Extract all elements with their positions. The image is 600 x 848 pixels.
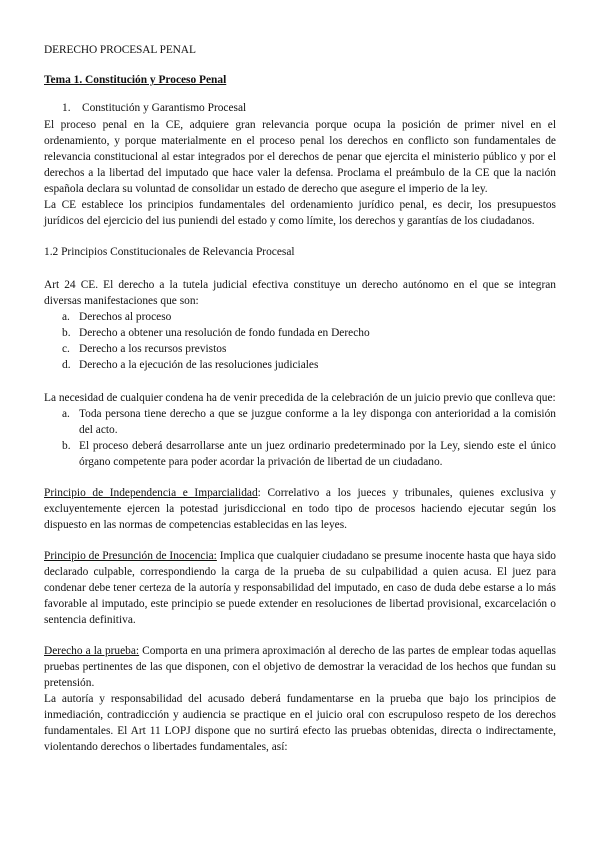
list-tutela-judicial xyxy=(44,309,556,373)
principle-text: : Correlativo a los jueces y tribunales, quienes exclusiva y excluyentemente ejercen la potestad jurisdiccional en todo tipo de procesos haciendo ejecutar según los dispuesto en las normas de competencias establecidas en las leyes. xyxy=(44,487,556,531)
heading-principios-constitucionales: 1.2 Principios Constitucionales de Relevancia Procesal xyxy=(44,246,295,258)
principle-text: Comporta en una primera aproximación al derecho de las partes de emplear todas aquellas pruebas pertinentes de las que disponen, con el objetivo de demostrar la veracidad de los hechos que fundan su pretensión. xyxy=(44,645,556,689)
list-item: a. Toda persona tiene derecho a que se juzgue conforme a la ley disponga con anterioridad a la comisión del acto. xyxy=(62,408,556,436)
list-item: b. El proceso deberá desarrollarse ante un juez ordinario predeterminado por la Ley, siendo este el único órgano competente para poder acordar la privación de libertad de un ciudadano. xyxy=(62,440,556,468)
list-item: d. Derecho a la ejecución de las resoluciones judiciales xyxy=(62,359,319,371)
paragraph-derecho-prueba xyxy=(44,643,556,691)
paragraph-principios-fundamentales: La CE establece los principios fundamentales del ordenamiento jurídico penal, es decir, los presupuestos jurídicos del ejercicio del ius puniendi del estado y como límite, los derechos y garantías de los ciudadanos. xyxy=(44,199,556,227)
principle-label: Principio de Independencia e Imparcialidad xyxy=(44,487,258,499)
list-item: b. Derecho a obtener una resolución de fondo fundada en Derecho xyxy=(62,327,370,339)
principle-label: Principio de Presunción de Inocencia: xyxy=(44,550,217,562)
document-title: DERECHO PROCESAL PENAL xyxy=(44,44,196,56)
page-content xyxy=(44,42,556,755)
heading-text: Constitución y Garantismo Procesal xyxy=(82,102,247,114)
paragraph-autoria-responsabilidad: La autoría y responsabilidad del acusado deberá fundamentarse en la prueba que bajo los principios de inmediación, contradicción y audiencia se practique en el juicio oral con escrupuloso respeto de los derechos fundamentales. El Art 11 LOPJ dispone que no surtirá efecto las pruebas obtenidas, directa o indirectamente, violentando derechos o libertades fundamentales, así: xyxy=(44,693,556,753)
paragraph-proceso-penal: El proceso penal en la CE, adquiere gran relevancia porque ocupa la posición de primer nivel en el ordenamiento, y porque materialmente en el proceso penal los derechos en conflicto son fundamentales de relevancia constitucional al estar integrados por el derechos de penar que ejercita el ministerio público y por el derechos a la libertad del imputado que hace valer la defensa. Proclama el preámbulo de la CE que la nación española declara su voluntad de consolidar un estado de derecho que asegure el imperio de la ley. xyxy=(44,119,556,195)
section-title: Tema 1. Constitución y Proceso Penal xyxy=(44,74,227,86)
paragraph-independencia-imparcialidad xyxy=(44,485,556,533)
list-item: c. Derecho a los recursos previstos xyxy=(62,343,227,355)
heading-number: 1. xyxy=(62,102,71,114)
paragraph-juicio-previo: La necesidad de cualquier condena ha de venir precedida de la celebración de un juicio previo que conlleva que: xyxy=(44,392,556,404)
list-juicio-previo xyxy=(44,406,556,470)
principle-label: Derecho a la prueba: xyxy=(44,645,140,657)
paragraph-art-24: Art 24 CE. El derecho a la tutela judicial efectiva constituye un derecho autónomo en el que se integran diversas manifestaciones que son: xyxy=(44,279,556,307)
paragraph-presuncion-inocencia xyxy=(44,548,556,628)
heading-constitucion-garantismo xyxy=(62,100,556,116)
list-item: a. Derechos al proceso xyxy=(62,311,172,323)
principle-text: Implica que cualquier ciudadano se presume inocente hasta que haya sido declarado culpable, correspondiendo la carga de la prueba de su culpabilidad a quien acusa. El juez para condenar debe tener certeza de la autoría y responsabilidad del imputado, en caso de duda debe estarse a lo más favorable al imputado, este principio se puede extender en resoluciones de libertad provisional, excarcelación o sentencia definitiva. xyxy=(44,550,556,626)
